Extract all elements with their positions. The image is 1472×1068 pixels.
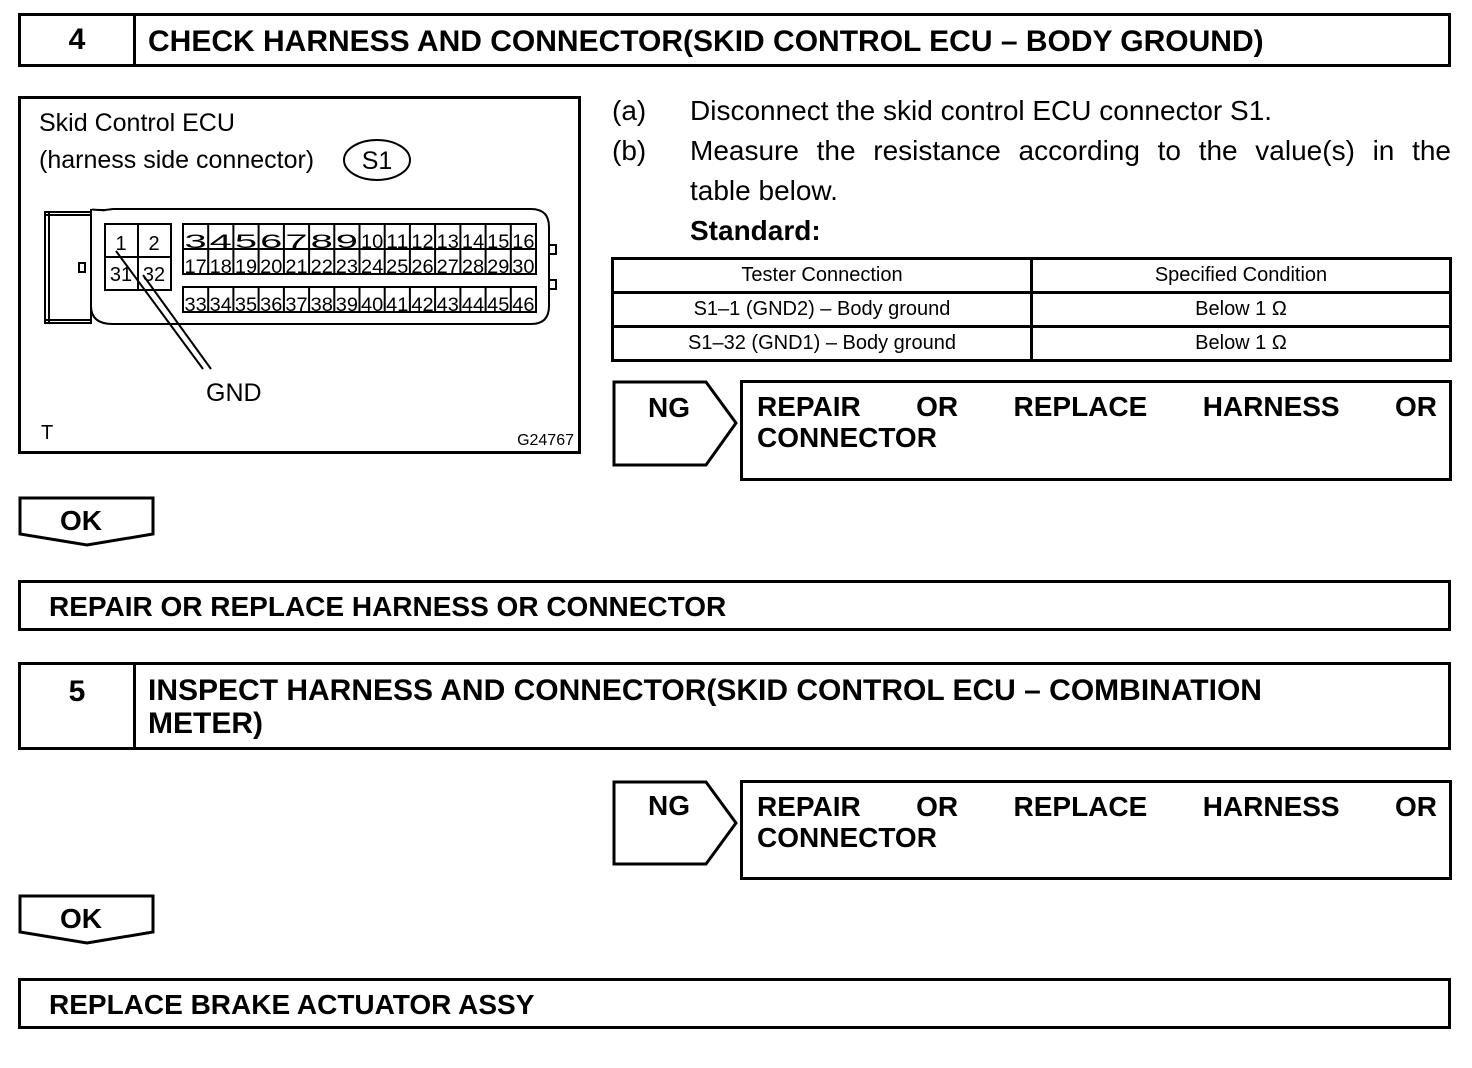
ng-label: NG bbox=[648, 392, 690, 423]
spec-table bbox=[611, 257, 1452, 362]
pin-15: 15 bbox=[487, 232, 510, 253]
step-4-header bbox=[18, 13, 1451, 67]
pin-21: 21 bbox=[285, 257, 308, 278]
pin-38: 38 bbox=[310, 295, 333, 316]
action-box-2: REPLACE BRAKE ACTUATOR ASSY bbox=[18, 978, 1451, 1029]
pin-44: 44 bbox=[461, 295, 485, 316]
pin-20: 20 bbox=[260, 257, 283, 278]
step-5-title-line-2: METER) bbox=[148, 707, 263, 740]
ng-label: NG bbox=[648, 790, 690, 821]
pin-11: 11 bbox=[386, 232, 409, 253]
pin-39: 39 bbox=[335, 295, 358, 316]
instruction-a-label: (a) bbox=[612, 95, 647, 126]
ng-word: REPAIR bbox=[757, 791, 861, 822]
pin-24: 24 bbox=[361, 257, 384, 278]
ng-action-box bbox=[740, 780, 1452, 880]
table-cell: Below 1 Ω bbox=[1032, 327, 1451, 361]
pin-9: 9 bbox=[335, 232, 358, 253]
ng-line-2: CONNECTOR bbox=[757, 822, 937, 853]
ok-label: OK bbox=[60, 903, 102, 934]
pin-25: 25 bbox=[386, 257, 409, 278]
pin-5: 5 bbox=[234, 232, 258, 253]
gnd-label: GND bbox=[206, 379, 262, 407]
pin-23: 23 bbox=[335, 257, 358, 278]
ng-word: HARNESS bbox=[1202, 391, 1340, 422]
ng-action-box bbox=[740, 380, 1452, 481]
table-header-row bbox=[613, 259, 1451, 293]
table-header-cell: Specified Condition bbox=[1032, 259, 1451, 293]
ok-result-2 bbox=[18, 894, 156, 946]
instruction-b-label: (b) bbox=[612, 135, 647, 166]
ok-label: OK bbox=[60, 505, 102, 536]
pin-42: 42 bbox=[411, 295, 434, 316]
ok-result-1 bbox=[18, 496, 156, 548]
action-box-1: REPAIR OR REPLACE HARNESS OR CONNECTOR bbox=[18, 580, 1451, 631]
pin-4: 4 bbox=[209, 232, 233, 253]
connector-diagram bbox=[18, 96, 581, 454]
ng-line-2: CONNECTOR bbox=[757, 422, 937, 453]
ng-result-1 bbox=[612, 380, 1452, 467]
table-row bbox=[613, 327, 1451, 361]
pin-13: 13 bbox=[436, 232, 459, 253]
pin-34: 34 bbox=[209, 295, 233, 316]
instruction-a-text: Disconnect the skid control ECU connector S1. bbox=[690, 95, 1273, 126]
step-5-title bbox=[136, 665, 1448, 747]
pin-37: 37 bbox=[285, 295, 308, 316]
table-cell: S1–1 (GND2) – Body ground bbox=[613, 293, 1032, 327]
ng-word: REPLACE bbox=[1013, 791, 1148, 822]
pin-1: 1 bbox=[115, 233, 127, 255]
pin-10: 10 bbox=[361, 232, 384, 253]
pin-22: 22 bbox=[310, 257, 333, 278]
pin-32: 32 bbox=[142, 264, 166, 286]
instruction-a bbox=[612, 91, 1451, 131]
table-header-cell: Tester Connection bbox=[613, 259, 1032, 293]
pin-30: 30 bbox=[512, 257, 535, 278]
table-cell: S1–32 (GND1) – Body ground bbox=[613, 327, 1032, 361]
ng-word: OR bbox=[1395, 791, 1437, 822]
diagram-title: Skid Control ECU bbox=[39, 109, 235, 137]
instruction-b-cont bbox=[612, 171, 1451, 211]
pin-45: 45 bbox=[487, 295, 510, 316]
ng-word: HARNESS bbox=[1202, 791, 1340, 822]
ng-word: OR bbox=[916, 791, 959, 822]
pin-7: 7 bbox=[285, 232, 308, 253]
instruction-b bbox=[612, 131, 1451, 171]
ng-word: OR bbox=[916, 391, 959, 422]
pin-46: 46 bbox=[512, 295, 535, 316]
step-5-number: 5 bbox=[21, 665, 136, 747]
pin-31: 31 bbox=[109, 264, 133, 286]
ng-word: REPLACE bbox=[1013, 391, 1148, 422]
pin-29: 29 bbox=[487, 257, 510, 278]
standard-label: Standard: bbox=[690, 215, 821, 246]
step-5-header bbox=[18, 662, 1451, 750]
step-5-title-line-1: INSPECT HARNESS AND CONNECTOR(SKID CONTROL ECU – COMBINATION bbox=[148, 674, 1262, 707]
ng-word: REPAIR bbox=[757, 391, 861, 422]
pin-14: 14 bbox=[461, 232, 485, 253]
connector-id: S1 bbox=[361, 147, 393, 175]
pin-16: 16 bbox=[512, 232, 535, 253]
pin-17: 17 bbox=[184, 257, 207, 278]
pin-8: 8 bbox=[310, 232, 333, 253]
pin-18: 18 bbox=[209, 257, 232, 278]
pin-28: 28 bbox=[461, 257, 485, 278]
ng-result-2 bbox=[612, 780, 1452, 866]
diagram-subtitle: (harness side connector) bbox=[39, 146, 315, 174]
pin-43: 43 bbox=[436, 295, 459, 316]
pin-26: 26 bbox=[411, 257, 434, 278]
instruction-b-text-cont: table below. bbox=[690, 175, 838, 206]
pin-40: 40 bbox=[361, 295, 384, 316]
table-cell: Below 1 Ω bbox=[1032, 293, 1451, 327]
pin-41: 41 bbox=[386, 295, 409, 316]
pin-12: 12 bbox=[411, 232, 434, 253]
pin-27: 27 bbox=[436, 257, 459, 278]
pin-36: 36 bbox=[260, 295, 283, 316]
corner-mark: T bbox=[41, 422, 54, 444]
ng-word: OR bbox=[1395, 391, 1437, 422]
table-row bbox=[613, 293, 1451, 327]
figure-id: G24767 bbox=[517, 432, 574, 449]
pin-33: 33 bbox=[184, 295, 207, 316]
instruction-b-text: Measure the resistance according to the value(s) in the bbox=[690, 135, 1451, 166]
pin-2: 2 bbox=[148, 233, 160, 255]
pin-19: 19 bbox=[234, 257, 258, 278]
pin-3: 3 bbox=[184, 232, 207, 253]
step-4-title: CHECK HARNESS AND CONNECTOR(SKID CONTROL ECU – BODY GROUND) bbox=[148, 25, 1264, 58]
pin-6: 6 bbox=[260, 232, 283, 253]
step-4-number: 4 bbox=[21, 16, 136, 64]
pin-35: 35 bbox=[234, 295, 258, 316]
